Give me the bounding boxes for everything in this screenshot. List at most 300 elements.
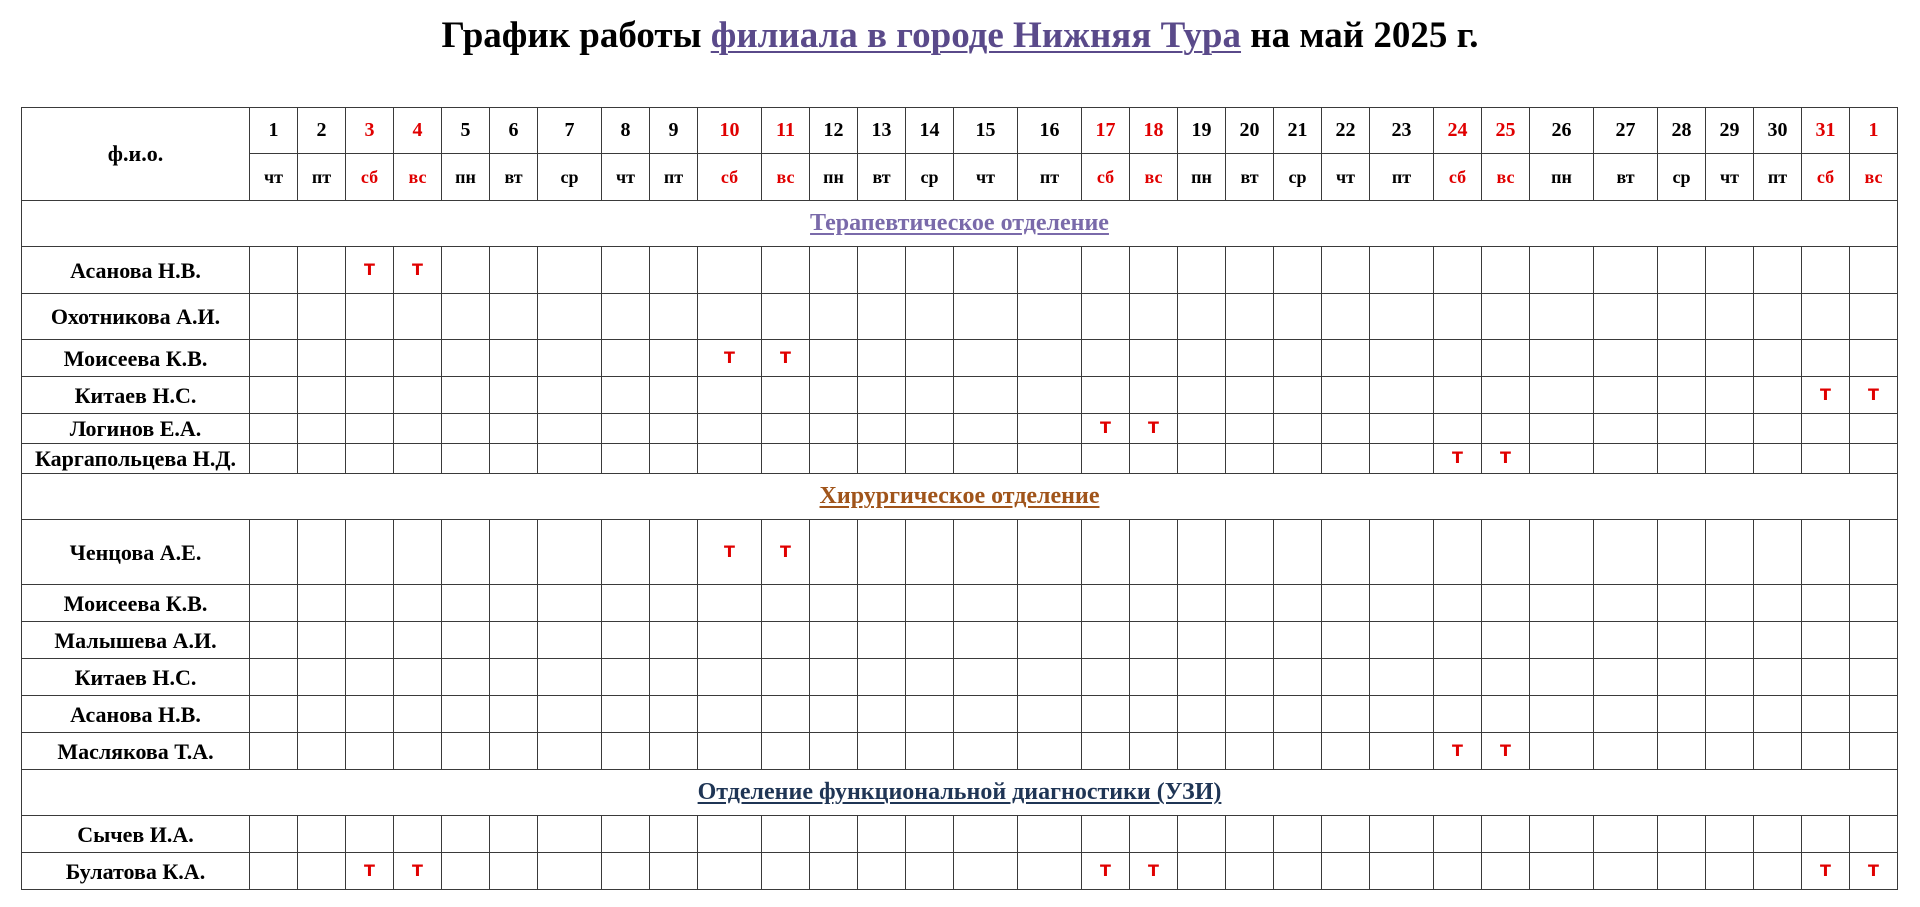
day-cell[interactable] <box>1274 696 1322 733</box>
day-cell[interactable] <box>810 414 858 444</box>
day-cell[interactable] <box>1274 659 1322 696</box>
day-cell[interactable] <box>1850 377 1898 414</box>
day-cell[interactable] <box>602 414 650 444</box>
day-cell[interactable] <box>538 816 602 853</box>
day-cell[interactable] <box>490 853 538 890</box>
day-cell[interactable] <box>906 659 954 696</box>
day-cell[interactable] <box>1706 247 1754 294</box>
day-cell[interactable] <box>1850 696 1898 733</box>
day-cell[interactable] <box>346 733 394 770</box>
day-cell[interactable] <box>1594 520 1658 585</box>
day-cell[interactable] <box>906 816 954 853</box>
day-cell[interactable] <box>1082 696 1130 733</box>
day-cell[interactable] <box>250 696 298 733</box>
day-cell[interactable] <box>1178 733 1226 770</box>
day-cell[interactable] <box>1754 853 1802 890</box>
day-cell[interactable] <box>1322 622 1370 659</box>
day-cell[interactable] <box>762 696 810 733</box>
day-cell[interactable] <box>1434 414 1482 444</box>
day-cell[interactable] <box>1226 294 1274 340</box>
day-cell[interactable] <box>1482 247 1530 294</box>
day-cell[interactable] <box>650 585 698 622</box>
day-cell[interactable] <box>538 659 602 696</box>
day-cell[interactable] <box>602 247 650 294</box>
day-cell[interactable] <box>1082 622 1130 659</box>
day-cell[interactable] <box>1226 247 1274 294</box>
day-cell[interactable] <box>1130 816 1178 853</box>
day-cell[interactable] <box>442 247 490 294</box>
day-cell[interactable] <box>1850 520 1898 585</box>
day-cell[interactable] <box>762 853 810 890</box>
day-cell[interactable] <box>1226 377 1274 414</box>
day-cell[interactable] <box>1754 294 1802 340</box>
day-cell[interactable] <box>394 377 442 414</box>
day-cell[interactable] <box>1658 520 1706 585</box>
day-cell[interactable] <box>1850 247 1898 294</box>
day-cell[interactable] <box>1018 816 1082 853</box>
day-cell[interactable] <box>1082 444 1130 474</box>
day-cell[interactable] <box>1018 444 1082 474</box>
day-cell[interactable] <box>858 622 906 659</box>
day-cell[interactable] <box>1130 659 1178 696</box>
day-cell[interactable] <box>1082 247 1130 294</box>
day-cell[interactable] <box>762 659 810 696</box>
day-cell[interactable] <box>1482 816 1530 853</box>
day-cell[interactable] <box>650 622 698 659</box>
day-cell[interactable] <box>442 816 490 853</box>
day-cell[interactable] <box>1706 696 1754 733</box>
day-cell[interactable] <box>1658 585 1706 622</box>
day-cell[interactable] <box>1706 622 1754 659</box>
day-cell[interactable] <box>394 853 442 890</box>
day-cell[interactable] <box>858 247 906 294</box>
day-cell[interactable] <box>810 733 858 770</box>
day-cell[interactable] <box>954 622 1018 659</box>
day-cell[interactable] <box>490 377 538 414</box>
day-cell[interactable] <box>1322 520 1370 585</box>
day-cell[interactable] <box>1530 444 1594 474</box>
day-cell[interactable] <box>650 340 698 377</box>
day-cell[interactable] <box>538 444 602 474</box>
day-cell[interactable] <box>1530 816 1594 853</box>
day-cell[interactable] <box>1530 853 1594 890</box>
day-cell[interactable] <box>858 853 906 890</box>
day-cell[interactable] <box>298 294 346 340</box>
day-cell[interactable] <box>1322 696 1370 733</box>
day-cell[interactable] <box>858 659 906 696</box>
day-cell[interactable] <box>762 816 810 853</box>
day-cell[interactable] <box>1370 520 1434 585</box>
day-cell[interactable] <box>1802 247 1850 294</box>
day-cell[interactable] <box>698 585 762 622</box>
day-cell[interactable] <box>602 520 650 585</box>
day-cell[interactable] <box>1322 294 1370 340</box>
day-cell[interactable] <box>1226 414 1274 444</box>
day-cell[interactable] <box>1482 444 1530 474</box>
day-cell[interactable] <box>490 659 538 696</box>
day-cell[interactable] <box>810 659 858 696</box>
day-cell[interactable] <box>1850 853 1898 890</box>
day-cell[interactable] <box>1082 585 1130 622</box>
day-cell[interactable] <box>1706 520 1754 585</box>
day-cell[interactable] <box>602 444 650 474</box>
day-cell[interactable] <box>442 585 490 622</box>
day-cell[interactable] <box>1130 853 1178 890</box>
day-cell[interactable] <box>1178 659 1226 696</box>
day-cell[interactable] <box>762 622 810 659</box>
day-cell[interactable] <box>1706 414 1754 444</box>
day-cell[interactable] <box>1130 622 1178 659</box>
day-cell[interactable] <box>346 853 394 890</box>
day-cell[interactable] <box>698 247 762 294</box>
day-cell[interactable] <box>442 853 490 890</box>
day-cell[interactable] <box>1082 377 1130 414</box>
day-cell[interactable] <box>1322 659 1370 696</box>
day-cell[interactable] <box>1434 340 1482 377</box>
day-cell[interactable] <box>762 247 810 294</box>
day-cell[interactable] <box>1658 414 1706 444</box>
day-cell[interactable] <box>1018 696 1082 733</box>
day-cell[interactable] <box>442 622 490 659</box>
day-cell[interactable] <box>346 622 394 659</box>
day-cell[interactable] <box>1754 414 1802 444</box>
day-cell[interactable] <box>954 444 1018 474</box>
day-cell[interactable] <box>1482 622 1530 659</box>
day-cell[interactable] <box>602 340 650 377</box>
day-cell[interactable] <box>1850 622 1898 659</box>
day-cell[interactable] <box>906 853 954 890</box>
day-cell[interactable] <box>1178 585 1226 622</box>
day-cell[interactable] <box>1434 659 1482 696</box>
day-cell[interactable] <box>1370 622 1434 659</box>
day-cell[interactable] <box>394 659 442 696</box>
day-cell[interactable] <box>1802 622 1850 659</box>
day-cell[interactable] <box>650 696 698 733</box>
day-cell[interactable] <box>1658 444 1706 474</box>
day-cell[interactable] <box>1706 340 1754 377</box>
day-cell[interactable] <box>1706 377 1754 414</box>
day-cell[interactable] <box>490 444 538 474</box>
day-cell[interactable] <box>1018 659 1082 696</box>
day-cell[interactable] <box>1802 377 1850 414</box>
day-cell[interactable] <box>1178 340 1226 377</box>
day-cell[interactable] <box>442 377 490 414</box>
day-cell[interactable] <box>602 696 650 733</box>
day-cell[interactable] <box>250 247 298 294</box>
day-cell[interactable] <box>1130 340 1178 377</box>
day-cell[interactable] <box>490 696 538 733</box>
day-cell[interactable] <box>442 414 490 444</box>
day-cell[interactable] <box>1274 585 1322 622</box>
day-cell[interactable] <box>298 444 346 474</box>
day-cell[interactable] <box>1322 414 1370 444</box>
day-cell[interactable] <box>1658 377 1706 414</box>
day-cell[interactable] <box>1178 294 1226 340</box>
day-cell[interactable] <box>1850 340 1898 377</box>
day-cell[interactable] <box>698 733 762 770</box>
day-cell[interactable] <box>538 853 602 890</box>
day-cell[interactable] <box>394 696 442 733</box>
day-cell[interactable] <box>538 247 602 294</box>
day-cell[interactable] <box>810 696 858 733</box>
day-cell[interactable] <box>1802 733 1850 770</box>
day-cell[interactable] <box>1018 414 1082 444</box>
day-cell[interactable] <box>1370 377 1434 414</box>
day-cell[interactable] <box>442 520 490 585</box>
day-cell[interactable] <box>954 247 1018 294</box>
day-cell[interactable] <box>650 853 698 890</box>
day-cell[interactable] <box>1370 696 1434 733</box>
day-cell[interactable] <box>858 733 906 770</box>
day-cell[interactable] <box>1018 585 1082 622</box>
day-cell[interactable] <box>394 340 442 377</box>
day-cell[interactable] <box>1802 659 1850 696</box>
day-cell[interactable] <box>698 622 762 659</box>
day-cell[interactable] <box>394 444 442 474</box>
day-cell[interactable] <box>1130 294 1178 340</box>
day-cell[interactable] <box>1274 622 1322 659</box>
day-cell[interactable] <box>1482 520 1530 585</box>
day-cell[interactable] <box>490 622 538 659</box>
day-cell[interactable] <box>602 733 650 770</box>
day-cell[interactable] <box>490 733 538 770</box>
day-cell[interactable] <box>1082 816 1130 853</box>
day-cell[interactable] <box>698 340 762 377</box>
day-cell[interactable] <box>1178 414 1226 444</box>
day-cell[interactable] <box>346 520 394 585</box>
day-cell[interactable] <box>490 520 538 585</box>
day-cell[interactable] <box>762 414 810 444</box>
day-cell[interactable] <box>1274 294 1322 340</box>
day-cell[interactable] <box>954 585 1018 622</box>
day-cell[interactable] <box>1658 659 1706 696</box>
day-cell[interactable] <box>1274 853 1322 890</box>
day-cell[interactable] <box>1434 294 1482 340</box>
day-cell[interactable] <box>1594 377 1658 414</box>
day-cell[interactable] <box>906 733 954 770</box>
day-cell[interactable] <box>1274 733 1322 770</box>
day-cell[interactable] <box>250 377 298 414</box>
day-cell[interactable] <box>1226 853 1274 890</box>
day-cell[interactable] <box>1482 377 1530 414</box>
day-cell[interactable] <box>650 520 698 585</box>
day-cell[interactable] <box>298 585 346 622</box>
day-cell[interactable] <box>1434 585 1482 622</box>
day-cell[interactable] <box>1018 733 1082 770</box>
day-cell[interactable] <box>1018 853 1082 890</box>
day-cell[interactable] <box>1530 622 1594 659</box>
day-cell[interactable] <box>490 816 538 853</box>
day-cell[interactable] <box>762 340 810 377</box>
day-cell[interactable] <box>1130 414 1178 444</box>
day-cell[interactable] <box>1370 247 1434 294</box>
day-cell[interactable] <box>442 444 490 474</box>
day-cell[interactable] <box>1370 659 1434 696</box>
day-cell[interactable] <box>1370 444 1434 474</box>
day-cell[interactable] <box>1530 733 1594 770</box>
day-cell[interactable] <box>298 414 346 444</box>
day-cell[interactable] <box>250 414 298 444</box>
day-cell[interactable] <box>1658 853 1706 890</box>
day-cell[interactable] <box>1434 696 1482 733</box>
day-cell[interactable] <box>1754 520 1802 585</box>
day-cell[interactable] <box>698 294 762 340</box>
day-cell[interactable] <box>1594 733 1658 770</box>
day-cell[interactable] <box>538 520 602 585</box>
day-cell[interactable] <box>1130 377 1178 414</box>
day-cell[interactable] <box>1322 853 1370 890</box>
day-cell[interactable] <box>698 520 762 585</box>
day-cell[interactable] <box>298 377 346 414</box>
day-cell[interactable] <box>1594 853 1658 890</box>
day-cell[interactable] <box>1802 340 1850 377</box>
day-cell[interactable] <box>650 247 698 294</box>
day-cell[interactable] <box>394 585 442 622</box>
day-cell[interactable] <box>346 444 394 474</box>
day-cell[interactable] <box>602 853 650 890</box>
day-cell[interactable] <box>602 294 650 340</box>
day-cell[interactable] <box>1434 853 1482 890</box>
day-cell[interactable] <box>394 733 442 770</box>
day-cell[interactable] <box>490 294 538 340</box>
day-cell[interactable] <box>1530 414 1594 444</box>
day-cell[interactable] <box>698 414 762 444</box>
day-cell[interactable] <box>1178 247 1226 294</box>
day-cell[interactable] <box>1082 733 1130 770</box>
day-cell[interactable] <box>1802 696 1850 733</box>
day-cell[interactable] <box>650 816 698 853</box>
day-cell[interactable] <box>346 377 394 414</box>
day-cell[interactable] <box>810 377 858 414</box>
day-cell[interactable] <box>762 377 810 414</box>
day-cell[interactable] <box>1754 622 1802 659</box>
day-cell[interactable] <box>250 340 298 377</box>
day-cell[interactable] <box>906 377 954 414</box>
branch-link[interactable]: филиала в городе Нижняя Тура <box>710 15 1242 56</box>
day-cell[interactable] <box>538 340 602 377</box>
day-cell[interactable] <box>346 414 394 444</box>
day-cell[interactable] <box>1594 585 1658 622</box>
day-cell[interactable] <box>250 622 298 659</box>
day-cell[interactable] <box>1226 340 1274 377</box>
day-cell[interactable] <box>250 659 298 696</box>
day-cell[interactable] <box>1082 414 1130 444</box>
day-cell[interactable] <box>442 659 490 696</box>
day-cell[interactable] <box>1178 377 1226 414</box>
day-cell[interactable] <box>1530 696 1594 733</box>
day-cell[interactable] <box>650 294 698 340</box>
day-cell[interactable] <box>1802 585 1850 622</box>
day-cell[interactable] <box>1226 622 1274 659</box>
day-cell[interactable] <box>1018 340 1082 377</box>
day-cell[interactable] <box>1274 377 1322 414</box>
day-cell[interactable] <box>858 294 906 340</box>
day-cell[interactable] <box>1434 377 1482 414</box>
day-cell[interactable] <box>1434 444 1482 474</box>
day-cell[interactable] <box>650 414 698 444</box>
day-cell[interactable] <box>250 853 298 890</box>
day-cell[interactable] <box>954 414 1018 444</box>
day-cell[interactable] <box>1802 853 1850 890</box>
day-cell[interactable] <box>1482 853 1530 890</box>
day-cell[interactable] <box>442 340 490 377</box>
day-cell[interactable] <box>1754 444 1802 474</box>
day-cell[interactable] <box>1226 520 1274 585</box>
day-cell[interactable] <box>1802 520 1850 585</box>
day-cell[interactable] <box>906 294 954 340</box>
day-cell[interactable] <box>1850 585 1898 622</box>
day-cell[interactable] <box>490 414 538 444</box>
day-cell[interactable] <box>858 414 906 444</box>
day-cell[interactable] <box>1802 444 1850 474</box>
day-cell[interactable] <box>394 622 442 659</box>
day-cell[interactable] <box>1130 733 1178 770</box>
day-cell[interactable] <box>810 444 858 474</box>
day-cell[interactable] <box>698 444 762 474</box>
day-cell[interactable] <box>954 377 1018 414</box>
day-cell[interactable] <box>1850 816 1898 853</box>
day-cell[interactable] <box>1594 247 1658 294</box>
day-cell[interactable] <box>1226 659 1274 696</box>
day-cell[interactable] <box>394 294 442 340</box>
day-cell[interactable] <box>1850 733 1898 770</box>
day-cell[interactable] <box>1370 853 1434 890</box>
day-cell[interactable] <box>1706 733 1754 770</box>
day-cell[interactable] <box>298 816 346 853</box>
day-cell[interactable] <box>858 520 906 585</box>
day-cell[interactable] <box>762 520 810 585</box>
day-cell[interactable] <box>1754 247 1802 294</box>
day-cell[interactable] <box>1322 377 1370 414</box>
day-cell[interactable] <box>1178 853 1226 890</box>
day-cell[interactable] <box>1594 444 1658 474</box>
day-cell[interactable] <box>906 444 954 474</box>
day-cell[interactable] <box>538 377 602 414</box>
day-cell[interactable] <box>1274 247 1322 294</box>
day-cell[interactable] <box>1274 816 1322 853</box>
day-cell[interactable] <box>650 659 698 696</box>
day-cell[interactable] <box>762 733 810 770</box>
day-cell[interactable] <box>1018 247 1082 294</box>
day-cell[interactable] <box>1226 816 1274 853</box>
day-cell[interactable] <box>810 294 858 340</box>
day-cell[interactable] <box>1130 585 1178 622</box>
day-cell[interactable] <box>1706 659 1754 696</box>
day-cell[interactable] <box>858 444 906 474</box>
day-cell[interactable] <box>1322 816 1370 853</box>
day-cell[interactable] <box>442 733 490 770</box>
day-cell[interactable] <box>650 444 698 474</box>
day-cell[interactable] <box>1018 520 1082 585</box>
day-cell[interactable] <box>298 247 346 294</box>
day-cell[interactable] <box>762 444 810 474</box>
day-cell[interactable] <box>538 696 602 733</box>
day-cell[interactable] <box>810 520 858 585</box>
day-cell[interactable] <box>650 733 698 770</box>
day-cell[interactable] <box>1530 659 1594 696</box>
day-cell[interactable] <box>906 696 954 733</box>
day-cell[interactable] <box>1178 696 1226 733</box>
day-cell[interactable] <box>1594 294 1658 340</box>
day-cell[interactable] <box>1018 622 1082 659</box>
day-cell[interactable] <box>1594 340 1658 377</box>
day-cell[interactable] <box>1530 520 1594 585</box>
day-cell[interactable] <box>1370 294 1434 340</box>
day-cell[interactable] <box>906 340 954 377</box>
day-cell[interactable] <box>1130 247 1178 294</box>
day-cell[interactable] <box>810 622 858 659</box>
day-cell[interactable] <box>1482 659 1530 696</box>
